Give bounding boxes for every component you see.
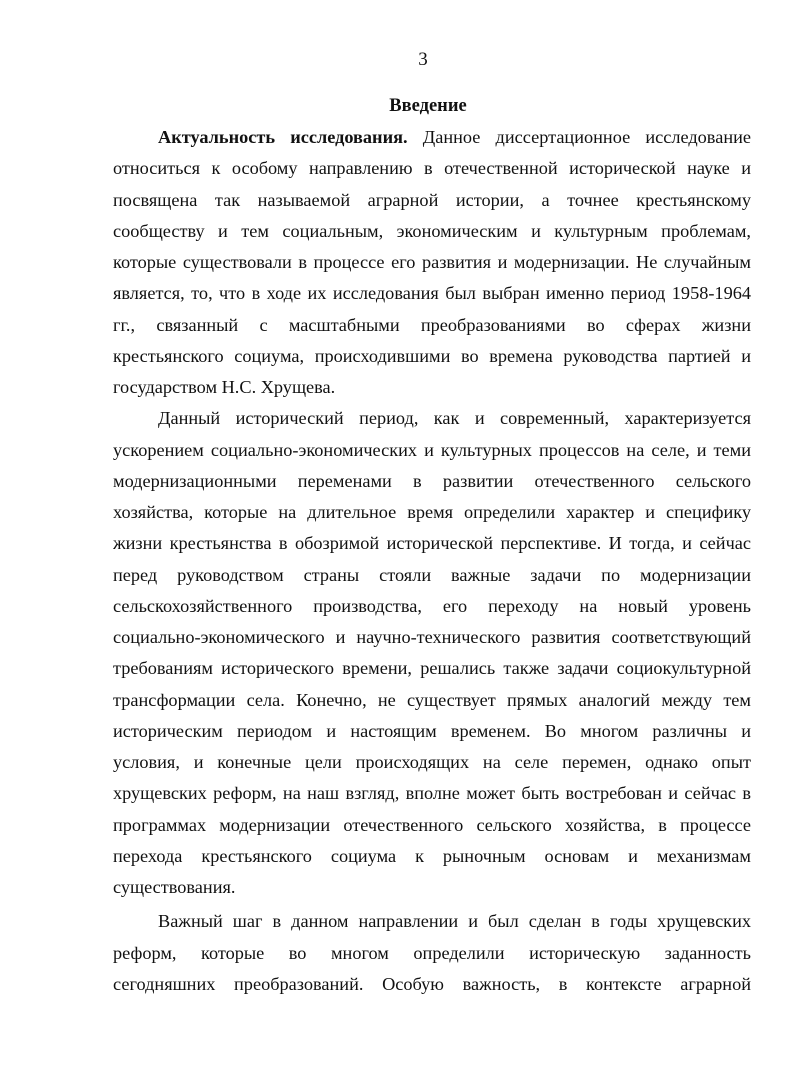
- text-line: сельскохозяйственного производства, его переходу на новый уровень: [113, 595, 751, 616]
- text-line: реформ, которые во многом определили историческую заданность: [113, 942, 751, 963]
- text-line: перехода крестьянского социума к рыночным основам и механизмам: [113, 845, 751, 866]
- text-line: хрущевских реформ, на наш взгляд, вполне может быть востребован и сейчас в: [113, 783, 751, 804]
- text-line: условия, и конечные цели происходящих на селе перемен, однако опыт: [113, 752, 751, 772]
- text-line: государством Н.С. Хрущева.: [113, 377, 336, 397]
- text-line: относиться к особому направлению в отечественной исторической науке и: [113, 158, 751, 179]
- text-line: перед руководством страны стояли важные задачи по модернизации: [113, 564, 751, 585]
- page-number: 3: [418, 49, 428, 70]
- text-line: жизни крестьянства в обозримой исторической перспективе. И тогда, и сейчас: [113, 533, 751, 554]
- text-line: гг., связанный с масштабными преобразованиями во сферах жизни: [113, 314, 751, 335]
- text-line: которые существовали в процессе его развития и модернизации. Не случайным: [113, 252, 751, 272]
- text-line: [113, 122, 751, 153]
- text-line-content: Данное диссертационное исследование: [407, 127, 751, 147]
- text-line: крестьянского социума, происходившими во времена руководства партией и: [113, 345, 751, 366]
- text-line: существования.: [113, 877, 236, 897]
- body-text: [113, 122, 751, 1000]
- text-line: Важный шаг в данном направлении и был сделан в годы хрущевских: [158, 911, 751, 932]
- lead-phrase: Актуальность исследования.: [158, 127, 408, 147]
- text-line: социально-экономического и научно-технического развития соответствующий: [113, 627, 751, 647]
- text-line: историческим периодом и настоящим временем. Во многом различны и: [113, 720, 751, 741]
- text-line: программах модернизации отечественного сельского хозяйства, в процессе: [113, 814, 751, 835]
- text-line: модернизационными переменами в развитии отечественного сельского: [113, 470, 751, 491]
- text-line: Данный исторический период, как и современный, характеризуется: [158, 408, 751, 429]
- text-line: требованиям исторического времени, решались также задачи социокультурной: [113, 658, 751, 679]
- section-heading: Введение: [389, 96, 467, 116]
- text-line: хозяйства, которые на длительное время определили характер и специфику: [113, 502, 751, 522]
- text-line: трансформации села. Конечно, не существует прямых аналогий между тем: [113, 689, 751, 710]
- text-line: ускорением социально-экономических и культурных процессов на селе, и теми: [113, 439, 751, 460]
- text-line: является, то, что в ходе их исследования был выбран именно период 1958-1964: [113, 283, 751, 304]
- text-line: посвящена так называемой аграрной истории, а точнее крестьянскому: [113, 189, 751, 210]
- text-line: сегодняшних преобразований. Особую важность, в контексте аграрной: [113, 973, 751, 994]
- text-line: сообществу и тем социальным, экономическим и культурным проблемам,: [113, 220, 751, 241]
